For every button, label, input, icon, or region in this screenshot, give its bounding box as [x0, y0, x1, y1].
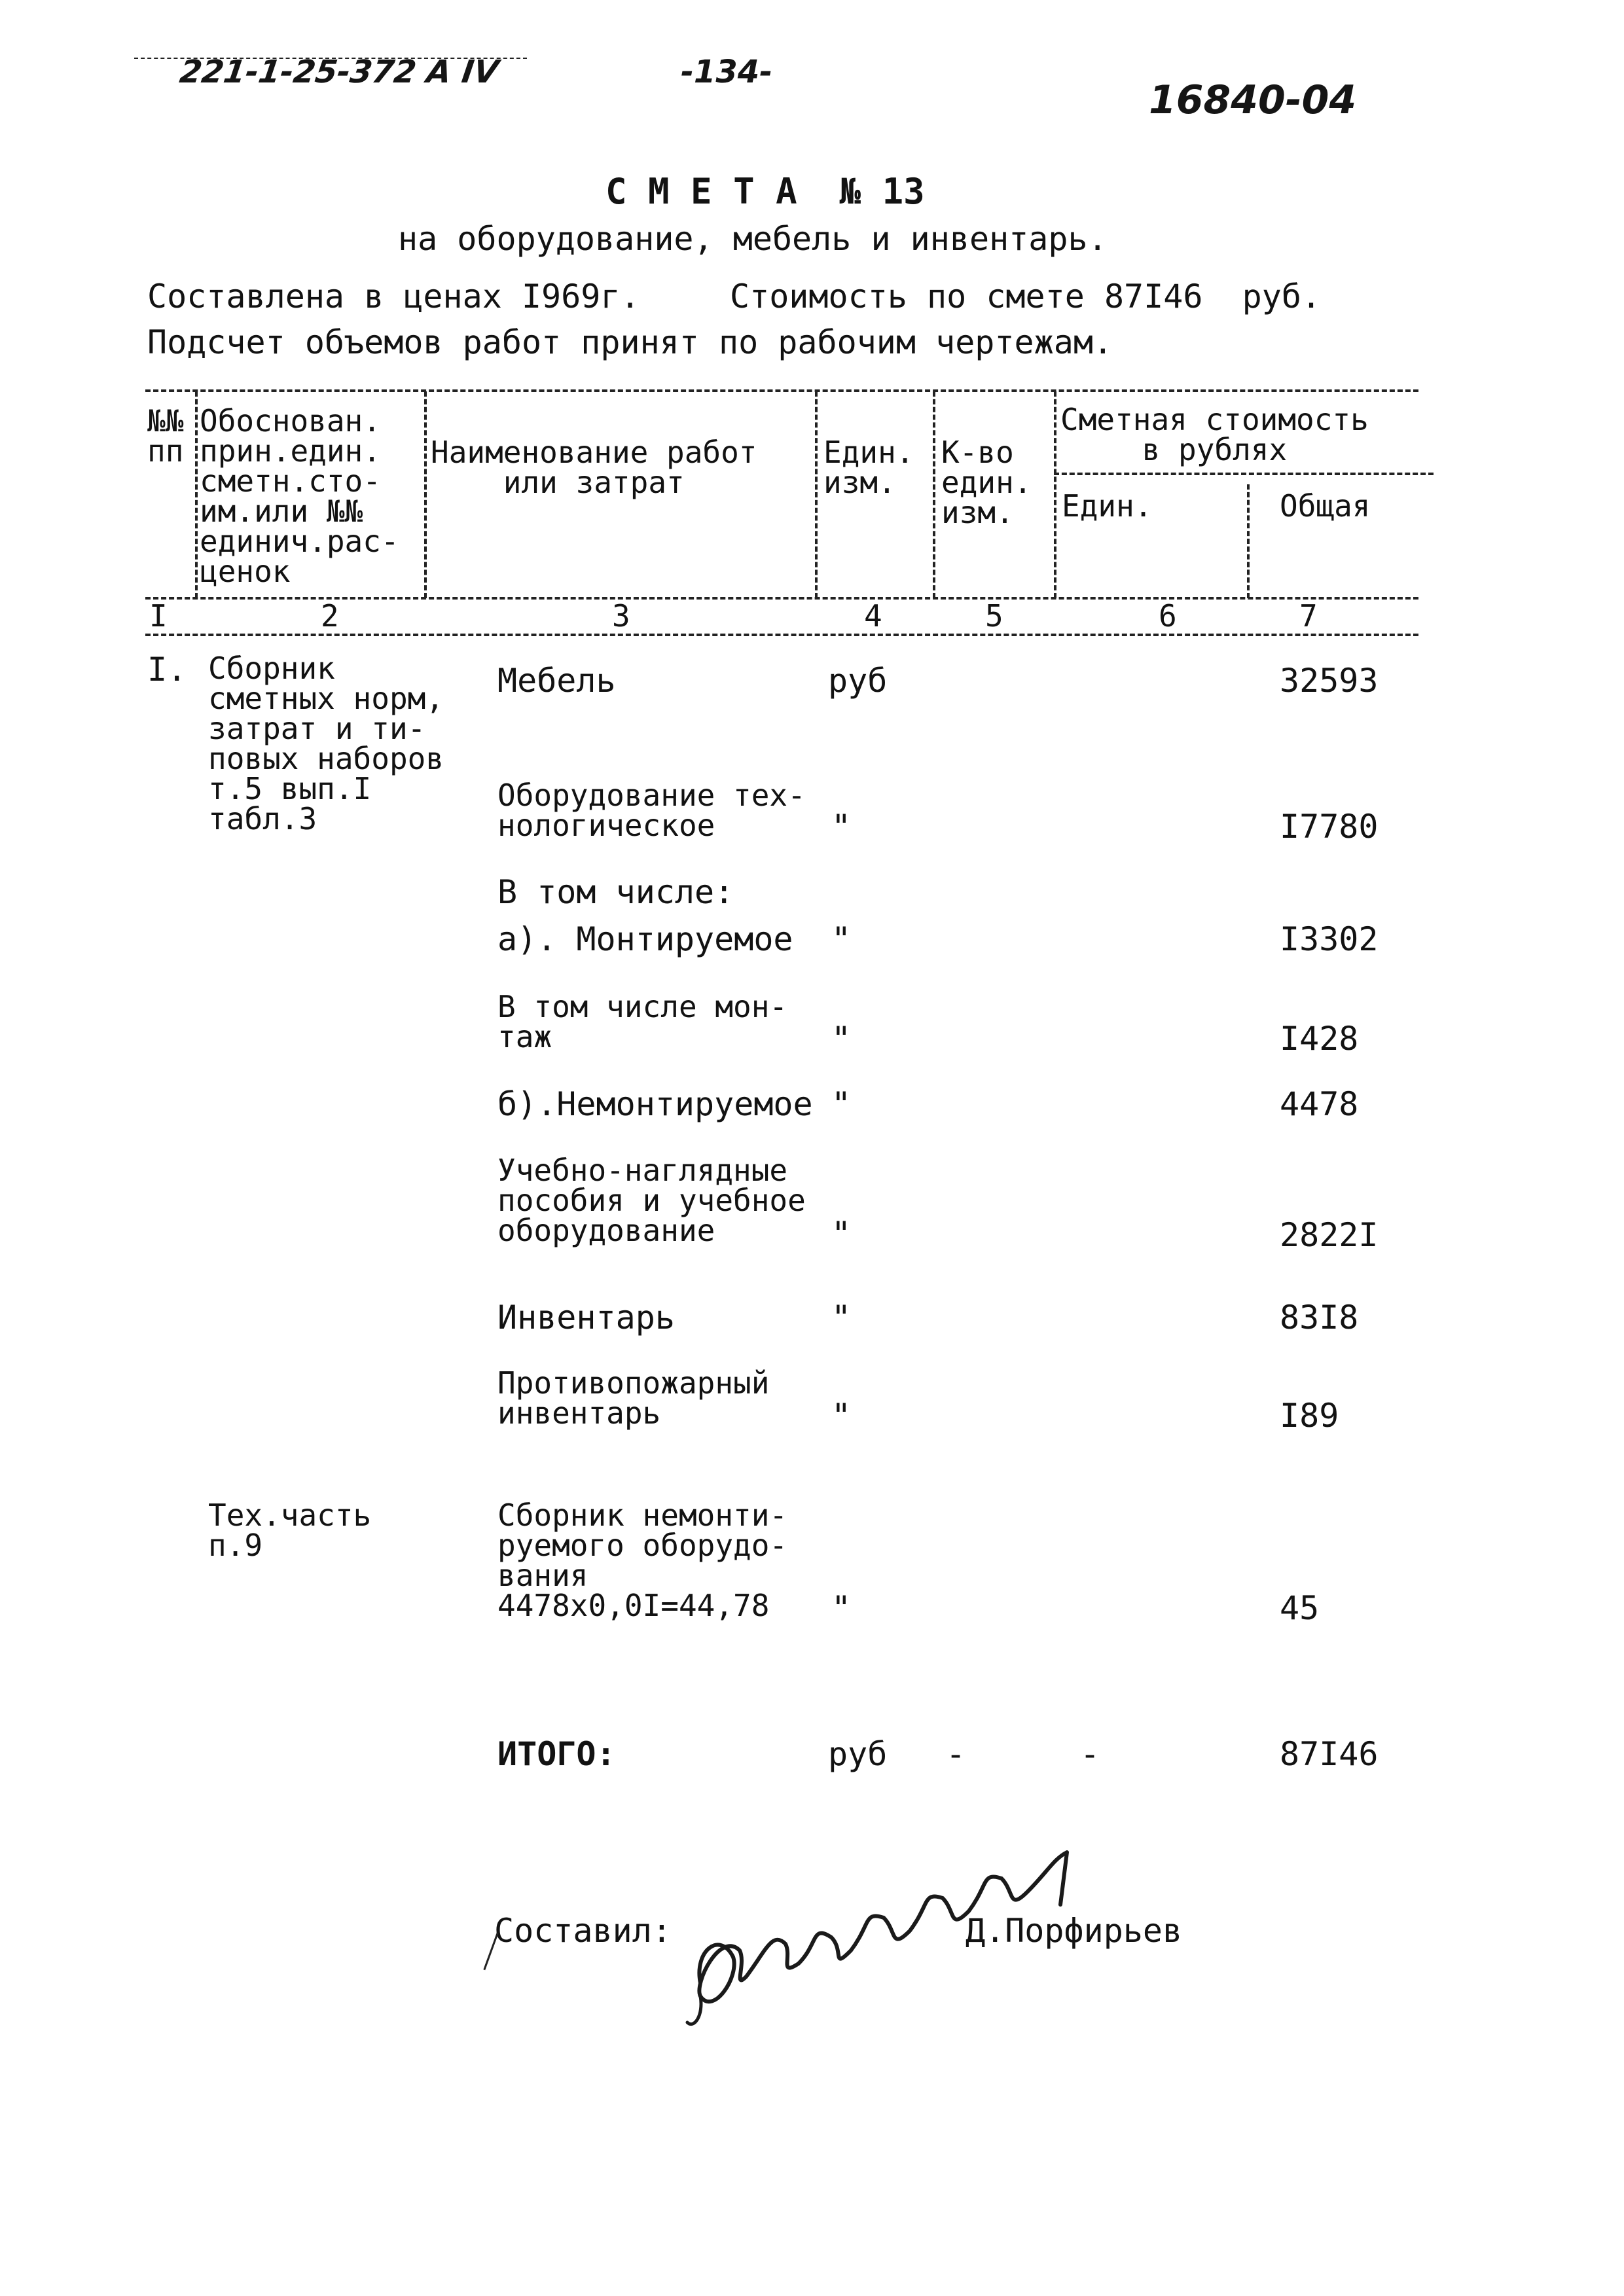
table-top-border: [145, 389, 1418, 392]
header-col-unit-price: Един.: [1062, 488, 1153, 524]
row-name: Оборудование тех- нологическое: [497, 778, 806, 843]
row-total: I89: [1280, 1397, 1339, 1435]
row-name: Противопожарный инвентарь: [497, 1365, 770, 1431]
row-total: 4478: [1280, 1085, 1359, 1123]
compiled-by-label: Составил:: [494, 1912, 672, 1950]
colnum-4: 4: [864, 598, 882, 634]
basis-line: Подсчет объемов работ принят по рабочим чертежам.: [147, 323, 1113, 361]
row-name: Сборник немонти- руемого оборудо- вания 4478х0,0I=44,78: [497, 1498, 788, 1623]
colnum-bottom-border: [145, 634, 1418, 636]
header-dash: [134, 58, 527, 59]
row-total: 45: [1280, 1589, 1320, 1627]
row-unit: ": [831, 1299, 852, 1336]
header-col-name: Наименование работ или затрат: [431, 435, 757, 500]
header-col-qty: К-во един. изм.: [941, 435, 1032, 530]
row-unit: ": [831, 920, 852, 958]
total-label: ИТОГО:: [497, 1735, 616, 1773]
row-unit: ": [831, 808, 852, 846]
colnum-6: 6: [1159, 598, 1177, 634]
col-divider-3: [815, 391, 818, 598]
total-qty: -: [946, 1735, 966, 1773]
row-unit: руб: [828, 662, 888, 700]
compiler-name: Д.Порфирьев: [965, 1912, 1183, 1950]
col-divider-1: [195, 391, 198, 598]
row-unit: ": [831, 1215, 852, 1253]
prices-line: Составлена в ценах I969г.: [147, 278, 640, 315]
colnum-3: 3: [612, 598, 630, 634]
row-name: а). Монтируемое: [497, 920, 793, 958]
row-total: 2822I: [1280, 1216, 1379, 1254]
row-name: Мебель: [497, 662, 616, 700]
row-name: Учебно-наглядные пособия и учебное оборудование: [497, 1153, 806, 1248]
row-total: I3302: [1280, 920, 1379, 958]
row-unit: ": [831, 1589, 852, 1627]
col-divider-2: [424, 391, 427, 598]
document-subtitle: на оборудование, мебель и инвентарь.: [398, 220, 1108, 258]
col-divider-6: [1247, 484, 1250, 598]
row-total: 83I8: [1280, 1299, 1359, 1336]
slash-mark: [483, 1933, 498, 1970]
cost-group-divider: [1054, 473, 1434, 475]
col-divider-5: [1054, 391, 1056, 598]
header-cost-group: Сметная стоимость в рублях: [1060, 402, 1369, 467]
header-col-unit: Един. изм.: [823, 435, 914, 500]
row-name: В том числе:: [497, 873, 734, 911]
document-title: С М Е Т А № 13: [605, 171, 925, 212]
colnum-2: 2: [321, 598, 339, 634]
row-name: В том числе мон- таж: [497, 989, 788, 1054]
document-code: 221-1-25-372 А IV: [177, 54, 501, 90]
cost-line: Стоимость по смете 87I46 руб.: [730, 278, 1322, 315]
colnum-1: I: [149, 598, 168, 634]
document-number: 16840-04: [1149, 77, 1357, 123]
header-col-total: Общая: [1280, 488, 1371, 524]
row-unit: ": [831, 1020, 852, 1058]
total-unit-price: -: [1080, 1735, 1100, 1773]
row-unit: ": [831, 1085, 852, 1123]
section-basis: Сборник сметных норм, затрат и ти- повых наборов т.5 вып.I табл.3: [208, 651, 444, 836]
colnum-5: 5: [985, 598, 1003, 634]
header-col-basis: Обоснован. прин.един. сметн.сто- им.или №№ единич.рас- ценок: [200, 403, 399, 589]
header-col-number: №№ пп: [147, 403, 184, 469]
tech-basis: Тех.часть п.9: [208, 1498, 372, 1563]
row-total: I7780: [1280, 808, 1379, 846]
colnum-7: 7: [1299, 598, 1318, 634]
total-unit: руб: [828, 1735, 888, 1773]
col-divider-4: [933, 391, 935, 598]
row-name: Инвентарь: [497, 1299, 675, 1336]
row-total: 32593: [1280, 662, 1379, 700]
page-number: -134-: [681, 54, 773, 90]
row-total: I428: [1280, 1020, 1359, 1058]
row-name: б).Немонтируемое: [497, 1085, 813, 1123]
total-sum: 87I46: [1280, 1735, 1379, 1773]
section-number: I.: [147, 651, 187, 689]
row-unit: ": [831, 1397, 852, 1435]
